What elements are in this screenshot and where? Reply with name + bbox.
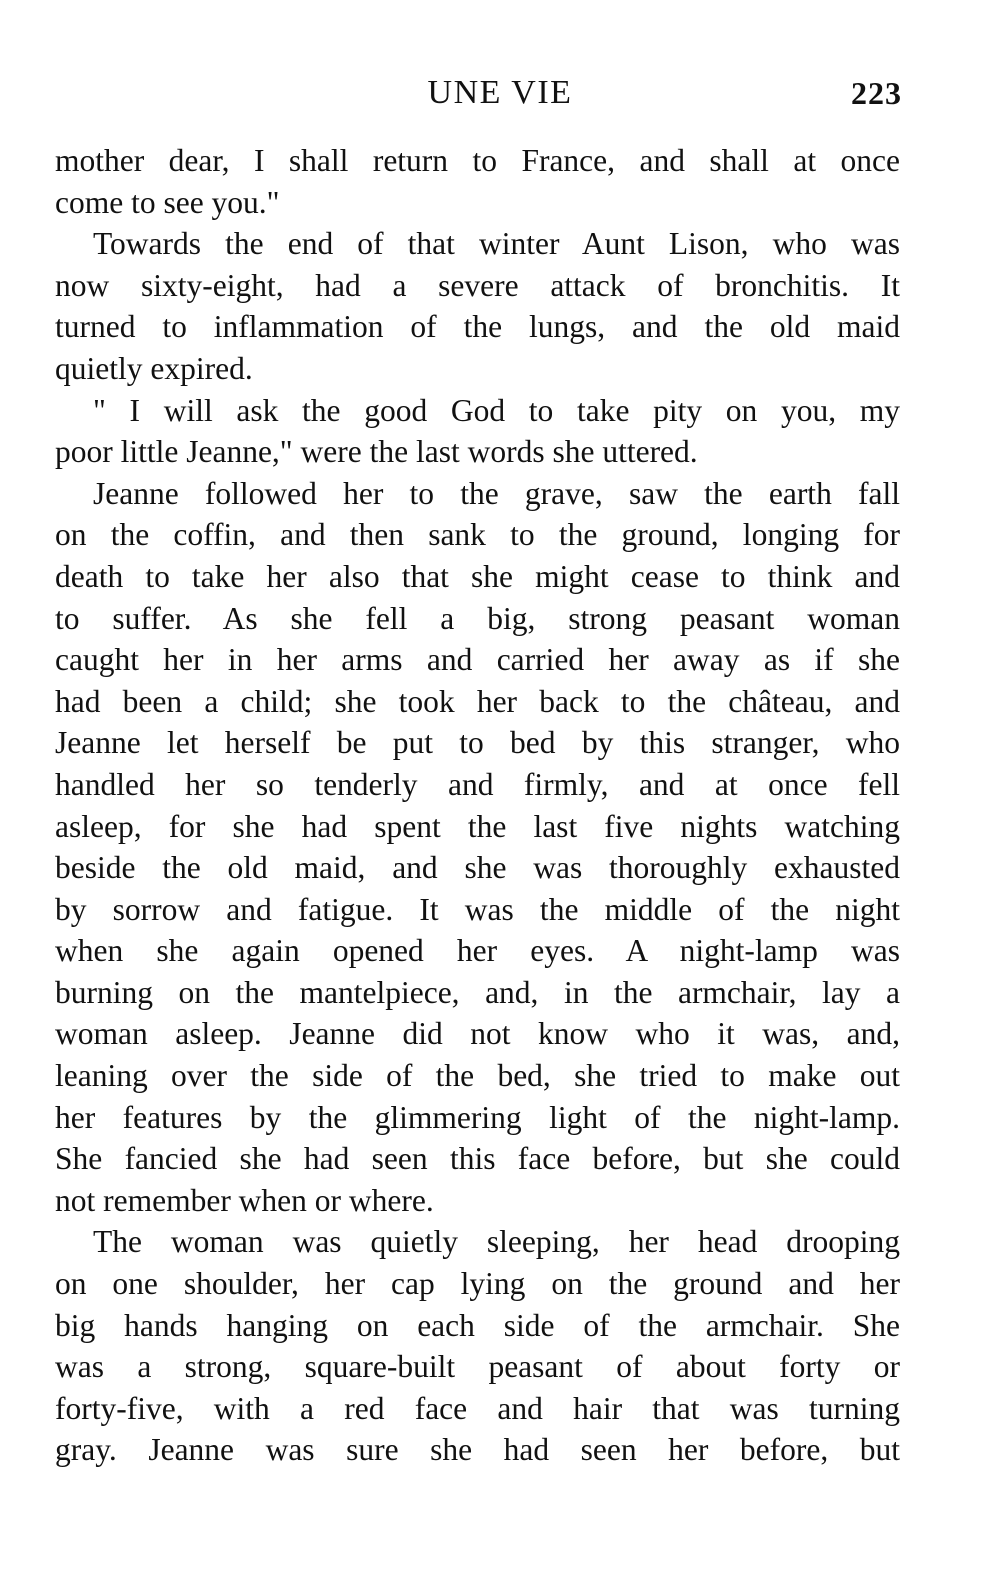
text-line: woman asleep. Jeanne did not know who it was, and,	[55, 1016, 900, 1052]
text-line: big hands hanging on each side of the armchair. She	[55, 1307, 900, 1343]
text-line: The woman was quietly sleeping, her head drooping	[93, 1224, 900, 1260]
text-line: Jeanne followed her to the grave, saw the earth fall	[93, 475, 900, 511]
running-head	[0, 68, 1000, 118]
text-line: handled her so tenderly and firmly, and at once fell	[55, 766, 900, 802]
page-number: 223	[851, 75, 902, 111]
text-line: to suffer. As she fell a big, strong peasant woman	[55, 600, 900, 636]
text-line: was a strong, square-built peasant of about forty or	[55, 1349, 900, 1385]
text-line: on one shoulder, her cap lying on the ground and her	[55, 1266, 900, 1302]
text-line: poor little Jeanne," were the last words she uttered.	[55, 434, 698, 470]
text-line: on the coffin, and then sank to the ground, longing for	[55, 517, 900, 553]
text-line: by sorrow and fatigue. It was the middle of the night	[55, 891, 900, 927]
text-line: leaning over the side of the bed, she tried to make out	[55, 1058, 900, 1094]
text-line: her features by the glimmering light of the night-lamp.	[55, 1099, 900, 1135]
text-line: mother dear, I shall return to France, and shall at once	[55, 143, 900, 178]
text-line: death to take her also that she might cease to think and	[55, 558, 900, 594]
text-line: not remember when or where.	[55, 1182, 434, 1218]
text-line: She fancied she had seen this face before, but she could	[55, 1141, 900, 1177]
text-line: forty-five, with a red face and hair that was turning	[55, 1390, 900, 1426]
text-line: burning on the mantelpiece, and, in the armchair, lay a	[55, 974, 900, 1010]
text-line: caught her in her arms and carried her away as if she	[55, 642, 900, 678]
text-line: beside the old maid, and she was thoroughly exhausted	[55, 850, 900, 886]
running-title: UNE VIE	[427, 74, 573, 111]
text-line: Towards the end of that winter Aunt Lison, who was	[93, 226, 900, 262]
text-line: Jeanne let herself be put to bed by this stranger, who	[55, 725, 900, 761]
text-line: asleep, for she had spent the last five nights watching	[55, 808, 900, 844]
text-line: turned to inflammation of the lungs, and the old maid	[55, 309, 900, 345]
text-line: quietly expired.	[55, 350, 253, 386]
body-text	[55, 140, 900, 1471]
text-line: " I will ask the good God to take pity on you, my	[93, 392, 900, 428]
text-line: when she again opened her eyes. A night-lamp was	[55, 933, 900, 969]
text-line: come to see you."	[55, 184, 280, 220]
text-line: now sixty-eight, had a severe attack of bronchitis. It	[55, 267, 900, 303]
text-line: gray. Jeanne was sure she had seen her before, but	[55, 1432, 900, 1468]
text-line: had been a child; she took her back to the château, and	[55, 683, 900, 719]
